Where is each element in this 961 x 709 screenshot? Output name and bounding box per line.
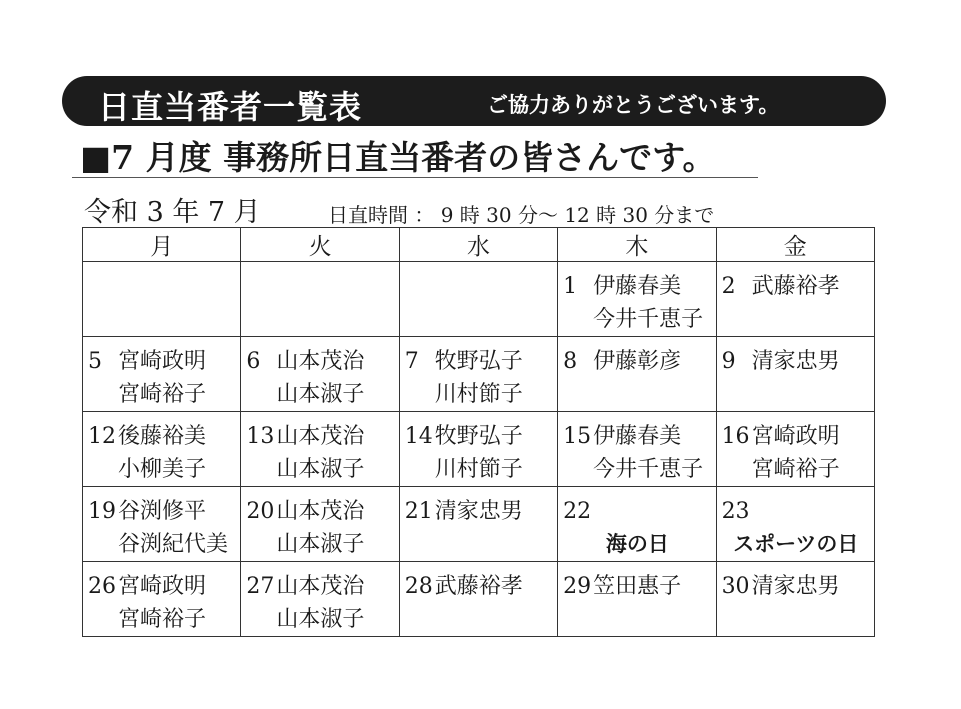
calendar-day-cell xyxy=(241,562,399,637)
calendar-day-cell xyxy=(716,262,874,337)
duty-person-primary: 伊藤春美 xyxy=(593,424,682,449)
calendar-body xyxy=(83,262,875,637)
day-entry xyxy=(83,262,240,303)
duty-person-secondary: 宮崎裕子 xyxy=(118,607,207,632)
day-number: 28 xyxy=(404,574,433,599)
day-entry xyxy=(717,337,874,378)
calendar-day-cell xyxy=(83,262,241,337)
duty-person-primary: 山本茂治 xyxy=(276,424,365,449)
duty-person-primary: 清家忠男 xyxy=(751,349,840,374)
day-entry xyxy=(400,262,557,303)
duty-person-primary: 牧野弘子 xyxy=(434,424,523,449)
duty-person-primary: 武藤裕孝 xyxy=(751,274,840,299)
duty-person-primary: 清家忠男 xyxy=(434,499,523,524)
weekday-header: 火 xyxy=(241,228,399,262)
duty-person-primary: 牧野弘子 xyxy=(434,349,523,374)
calendar-day-cell xyxy=(83,487,241,562)
duty-person-secondary: 山本淑子 xyxy=(276,532,365,557)
duty-person-secondary: 今井千恵子 xyxy=(593,307,704,332)
day-number: 23 xyxy=(721,499,750,524)
day-entry xyxy=(83,487,240,561)
day-entry xyxy=(717,412,874,486)
day-entry xyxy=(83,337,240,411)
duty-person-secondary: 今井千恵子 xyxy=(593,457,704,482)
duty-person-primary: 山本茂治 xyxy=(276,574,365,599)
duty-person-primary: 谷渕修平 xyxy=(118,499,207,524)
day-entry xyxy=(241,262,398,303)
day-number: 19 xyxy=(88,499,116,524)
day-number: 26 xyxy=(88,574,116,599)
period-label: 令和 3 年 7 月 xyxy=(84,197,261,228)
weekday-header: 月 xyxy=(83,228,241,262)
duty-person-primary: 笠田惠子 xyxy=(593,574,682,599)
day-entry xyxy=(558,262,715,336)
duty-person-secondary: 山本淑子 xyxy=(276,607,365,632)
calendar-day-cell xyxy=(83,412,241,487)
day-number: 9 xyxy=(721,349,736,374)
calendar-day-cell xyxy=(399,337,557,412)
duty-person-primary: 清家忠男 xyxy=(751,574,840,599)
holiday-label: 海の日 xyxy=(605,532,669,556)
calendar-day-cell xyxy=(83,337,241,412)
calendar-day-cell xyxy=(716,412,874,487)
day-entry xyxy=(400,337,557,411)
day-entry xyxy=(400,487,557,528)
calendar-week-row xyxy=(83,337,875,412)
day-number: 20 xyxy=(246,499,275,524)
calendar-day-cell xyxy=(716,562,874,637)
calendar-day-cell xyxy=(241,337,399,412)
calendar-day-cell xyxy=(716,337,874,412)
duty-person-secondary: 宮崎裕子 xyxy=(118,382,207,407)
calendar-day-cell xyxy=(399,562,557,637)
calendar-day-cell xyxy=(558,412,716,487)
duty-person-secondary: 谷渕紀代美 xyxy=(118,532,229,557)
calendar-week-row xyxy=(83,412,875,487)
heading-divider xyxy=(72,177,758,178)
duty-person-secondary: 川村節子 xyxy=(434,457,523,482)
weekday-header-row xyxy=(83,228,875,262)
day-number: 6 xyxy=(246,349,261,374)
day-entry xyxy=(241,562,398,636)
day-entry xyxy=(717,487,874,561)
day-number: 30 xyxy=(721,574,750,599)
title-banner xyxy=(62,76,886,126)
duty-person-primary: 山本茂治 xyxy=(276,499,365,524)
calendar-day-cell xyxy=(558,487,716,562)
thanks-message: ご協力ありがとうございます。 xyxy=(487,93,780,117)
day-entry xyxy=(558,412,715,486)
duty-person-primary: 武藤裕孝 xyxy=(434,574,523,599)
calendar-day-cell xyxy=(558,262,716,337)
calendar-day-cell xyxy=(558,562,716,637)
duty-person-primary: 伊藤春美 xyxy=(593,274,682,299)
section-heading: ■7 月度 事務所日直当番者の皆さんです。 xyxy=(80,138,716,177)
duty-hours: 日直時間 ： 9 時 30 分～ 12 時 30 分まで xyxy=(328,203,715,227)
day-number: 12 xyxy=(88,424,116,449)
day-entry xyxy=(558,337,715,378)
day-entry xyxy=(241,337,398,411)
day-number: 27 xyxy=(246,574,275,599)
day-entry xyxy=(558,487,715,561)
day-entry xyxy=(400,562,557,603)
day-number: 21 xyxy=(404,499,433,524)
weekday-header: 木 xyxy=(558,228,716,262)
calendar-week-row xyxy=(83,487,875,562)
day-number: 1 xyxy=(563,274,578,299)
day-entry xyxy=(717,262,874,303)
weekday-header: 金 xyxy=(716,228,874,262)
day-entry xyxy=(241,412,398,486)
holiday-label: スポーツの日 xyxy=(733,532,859,556)
page-title: 日直当番者一覧表 xyxy=(98,88,363,126)
calendar-day-cell xyxy=(399,412,557,487)
duty-person-secondary: 小柳美子 xyxy=(118,457,207,482)
calendar-day-cell xyxy=(558,337,716,412)
day-number: 14 xyxy=(404,424,433,449)
calendar-week-row xyxy=(83,562,875,637)
duty-person-primary: 後藤裕美 xyxy=(118,424,207,449)
day-entry xyxy=(717,562,874,603)
day-number: 29 xyxy=(563,574,592,599)
day-number: 13 xyxy=(246,424,275,449)
day-number: 2 xyxy=(721,274,736,299)
day-number: 5 xyxy=(88,349,102,374)
day-entry xyxy=(83,562,240,636)
calendar-day-cell xyxy=(241,487,399,562)
day-number: 22 xyxy=(563,499,592,524)
duty-person-primary: 宮崎政明 xyxy=(118,574,207,599)
duty-person-primary: 宮崎政明 xyxy=(751,424,840,449)
duty-person-primary: 伊藤彰彦 xyxy=(593,349,682,374)
calendar-day-cell xyxy=(241,262,399,337)
calendar-day-cell xyxy=(241,412,399,487)
duty-person-secondary: 川村節子 xyxy=(434,382,523,407)
duty-person-secondary: 宮崎裕子 xyxy=(751,457,840,482)
day-number: 8 xyxy=(563,349,578,374)
duty-person-primary: 山本茂治 xyxy=(276,349,365,374)
day-entry xyxy=(241,487,398,561)
day-number: 7 xyxy=(404,349,419,374)
day-number: 16 xyxy=(721,424,750,449)
duty-person-secondary: 山本淑子 xyxy=(276,382,365,407)
day-entry xyxy=(558,562,715,603)
calendar-day-cell xyxy=(83,562,241,637)
day-number: 15 xyxy=(563,424,592,449)
calendar-day-cell xyxy=(399,487,557,562)
calendar-day-cell xyxy=(399,262,557,337)
duty-calendar xyxy=(82,227,875,637)
day-entry xyxy=(400,412,557,486)
weekday-header: 水 xyxy=(399,228,557,262)
calendar-week-row xyxy=(83,262,875,337)
calendar-day-cell xyxy=(716,487,874,562)
duty-person-primary: 宮崎政明 xyxy=(118,349,207,374)
duty-person-secondary: 山本淑子 xyxy=(276,457,365,482)
day-entry xyxy=(83,412,240,486)
